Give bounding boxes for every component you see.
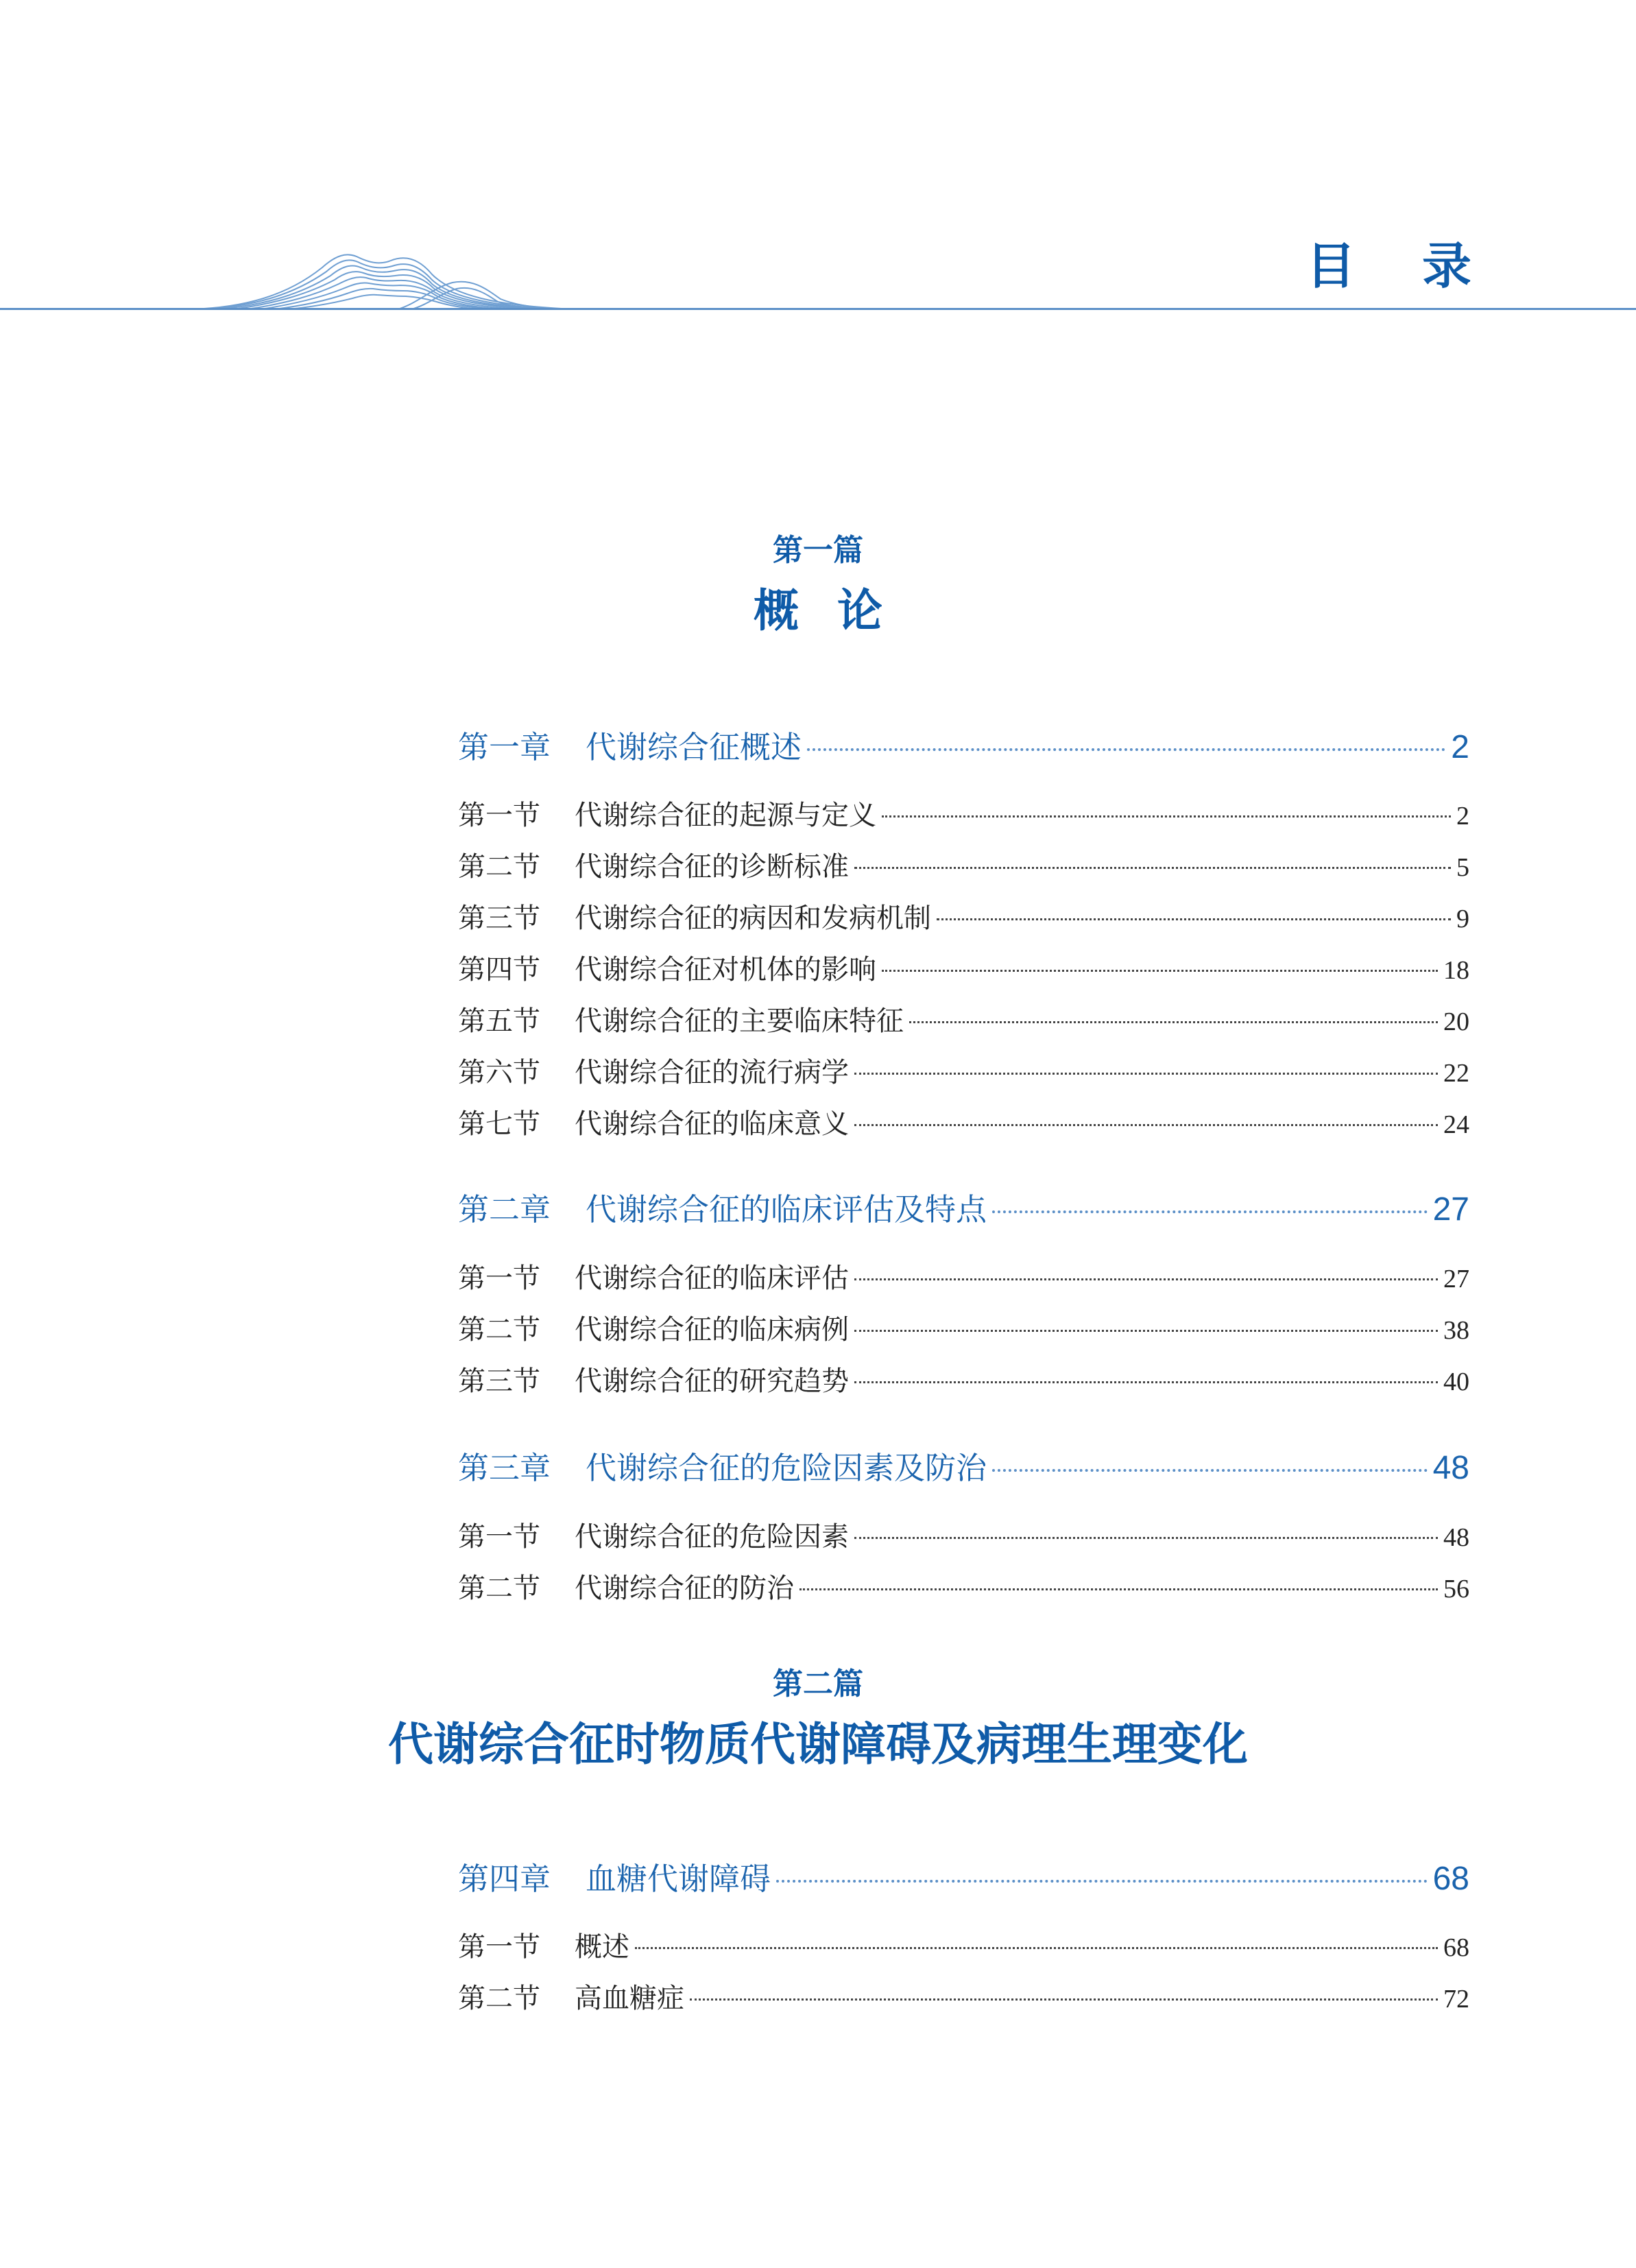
page-number: 27 bbox=[1432, 1191, 1469, 1228]
section-title: 概述 bbox=[575, 1931, 629, 1963]
section-title: 代谢综合征的诊断标准 bbox=[575, 851, 849, 883]
section-title: 代谢综合征的危险因素 bbox=[575, 1521, 849, 1553]
toc-section-row[interactable] bbox=[458, 1566, 1469, 1605]
section-number: 第五节 bbox=[458, 1005, 540, 1037]
dot-leader bbox=[776, 1880, 1428, 1883]
page-number: 22 bbox=[1443, 1059, 1469, 1088]
part-heading bbox=[0, 532, 1636, 638]
section-number: 第六节 bbox=[458, 1057, 540, 1088]
dot-leader bbox=[854, 1537, 1438, 1539]
section-number: 第二节 bbox=[458, 1983, 540, 2014]
page-number: 48 bbox=[1432, 1450, 1469, 1486]
section-number: 第一节 bbox=[458, 800, 540, 831]
dot-leader bbox=[799, 1588, 1438, 1590]
dot-leader bbox=[854, 1073, 1438, 1075]
toc-section-row[interactable] bbox=[458, 845, 1469, 884]
dot-leader bbox=[854, 1381, 1438, 1383]
chapter-number: 第一章 bbox=[458, 729, 551, 765]
section-title: 代谢综合征的临床病例 bbox=[575, 1314, 849, 1346]
page-number: 24 bbox=[1443, 1110, 1469, 1139]
toc-section-row[interactable] bbox=[458, 793, 1469, 833]
dot-leader bbox=[854, 867, 1451, 869]
toc-section-row[interactable] bbox=[458, 896, 1469, 935]
dot-leader bbox=[807, 748, 1445, 751]
section-number: 第一节 bbox=[458, 1931, 540, 1963]
dot-leader bbox=[635, 1947, 1438, 1949]
page-number: 72 bbox=[1443, 1985, 1469, 2014]
part-heading bbox=[0, 1665, 1636, 1772]
section-number: 第二节 bbox=[458, 1573, 540, 1604]
toc-chapter-row[interactable] bbox=[458, 722, 1469, 767]
page-number: 20 bbox=[1443, 1007, 1469, 1036]
section-title: 代谢综合征的临床意义 bbox=[575, 1108, 849, 1140]
dot-leader bbox=[882, 970, 1438, 972]
chapter-number: 第四章 bbox=[458, 1861, 551, 1897]
toc-section-row[interactable] bbox=[458, 1925, 1469, 1964]
part-title: 概论 bbox=[754, 584, 921, 637]
section-number: 第四节 bbox=[458, 954, 540, 986]
section-number: 第三节 bbox=[458, 903, 540, 934]
page-number: 68 bbox=[1443, 1933, 1469, 1962]
toc-section-row[interactable] bbox=[458, 1359, 1469, 1398]
page-number: 18 bbox=[1443, 956, 1469, 985]
dot-leader bbox=[992, 1210, 1428, 1213]
section-title: 代谢综合征的研究趋势 bbox=[575, 1365, 849, 1397]
section-title: 代谢综合征的临床评估 bbox=[575, 1263, 849, 1294]
part-label: 第二篇 bbox=[773, 1667, 863, 1702]
chapter-title: 代谢综合征概述 bbox=[586, 729, 802, 765]
section-title: 代谢综合征的主要临床特征 bbox=[575, 1005, 904, 1037]
toc-chapter-row[interactable] bbox=[458, 1443, 1469, 1488]
toc-section-row[interactable] bbox=[458, 1051, 1469, 1090]
toc-section-row[interactable] bbox=[458, 948, 1469, 987]
page-number: 2 bbox=[1451, 729, 1469, 765]
section-number: 第二节 bbox=[458, 1314, 540, 1346]
section-title: 代谢综合征的流行病学 bbox=[575, 1057, 849, 1088]
page-number: 40 bbox=[1443, 1368, 1469, 1396]
toc-section-row[interactable] bbox=[458, 1308, 1469, 1347]
chapter-title: 代谢综合征的危险因素及防治 bbox=[586, 1450, 987, 1486]
toc-section-row[interactable] bbox=[458, 999, 1469, 1038]
section-title: 高血糖症 bbox=[575, 1983, 684, 2014]
section-title: 代谢综合征的防治 bbox=[575, 1573, 794, 1604]
dot-leader bbox=[909, 1021, 1438, 1023]
chapter-number: 第二章 bbox=[458, 1191, 551, 1228]
dot-leader bbox=[882, 815, 1451, 817]
page-number: 56 bbox=[1443, 1575, 1469, 1603]
page-number: 9 bbox=[1456, 905, 1469, 933]
page-number: 68 bbox=[1432, 1861, 1469, 1897]
part-title: 代谢综合征时物质代谢障碍及病理生理变化 bbox=[388, 1718, 1248, 1771]
dot-leader bbox=[854, 1278, 1438, 1280]
dot-leader bbox=[937, 918, 1451, 920]
dot-leader bbox=[854, 1124, 1438, 1126]
toc-title: 目 录 bbox=[1306, 237, 1496, 295]
page-number: 48 bbox=[1443, 1523, 1469, 1552]
toc-section-row[interactable] bbox=[458, 1256, 1469, 1296]
toc-section-row[interactable] bbox=[458, 1977, 1469, 2016]
mountain-wave-decoration-icon bbox=[192, 240, 576, 310]
chapter-title: 血糖代谢障碍 bbox=[586, 1861, 771, 1897]
page-number: 2 bbox=[1456, 802, 1469, 831]
page-number: 5 bbox=[1456, 853, 1469, 882]
part-label: 第一篇 bbox=[773, 533, 863, 568]
section-title: 代谢综合征的病因和发病机制 bbox=[575, 903, 931, 934]
section-number: 第一节 bbox=[458, 1521, 540, 1553]
toc-section-row[interactable] bbox=[458, 1515, 1469, 1554]
section-number: 第三节 bbox=[458, 1365, 540, 1397]
chapter-number: 第三章 bbox=[458, 1450, 551, 1486]
section-number: 第二节 bbox=[458, 851, 540, 883]
section-title: 代谢综合征的起源与定义 bbox=[575, 800, 876, 831]
dot-leader bbox=[854, 1330, 1438, 1332]
page-number: 27 bbox=[1443, 1265, 1469, 1293]
dot-leader bbox=[690, 1998, 1438, 2001]
toc-chapter-row[interactable] bbox=[458, 1184, 1469, 1229]
toc-chapter-row[interactable] bbox=[458, 1854, 1469, 1898]
dot-leader bbox=[992, 1469, 1428, 1472]
header-divider bbox=[0, 308, 1636, 310]
section-number: 第一节 bbox=[458, 1263, 540, 1294]
section-title: 代谢综合征对机体的影响 bbox=[575, 954, 876, 986]
page-number: 38 bbox=[1443, 1316, 1469, 1345]
section-number: 第七节 bbox=[458, 1108, 540, 1140]
toc-section-row[interactable] bbox=[458, 1102, 1469, 1141]
chapter-title: 代谢综合征的临床评估及特点 bbox=[586, 1191, 987, 1228]
